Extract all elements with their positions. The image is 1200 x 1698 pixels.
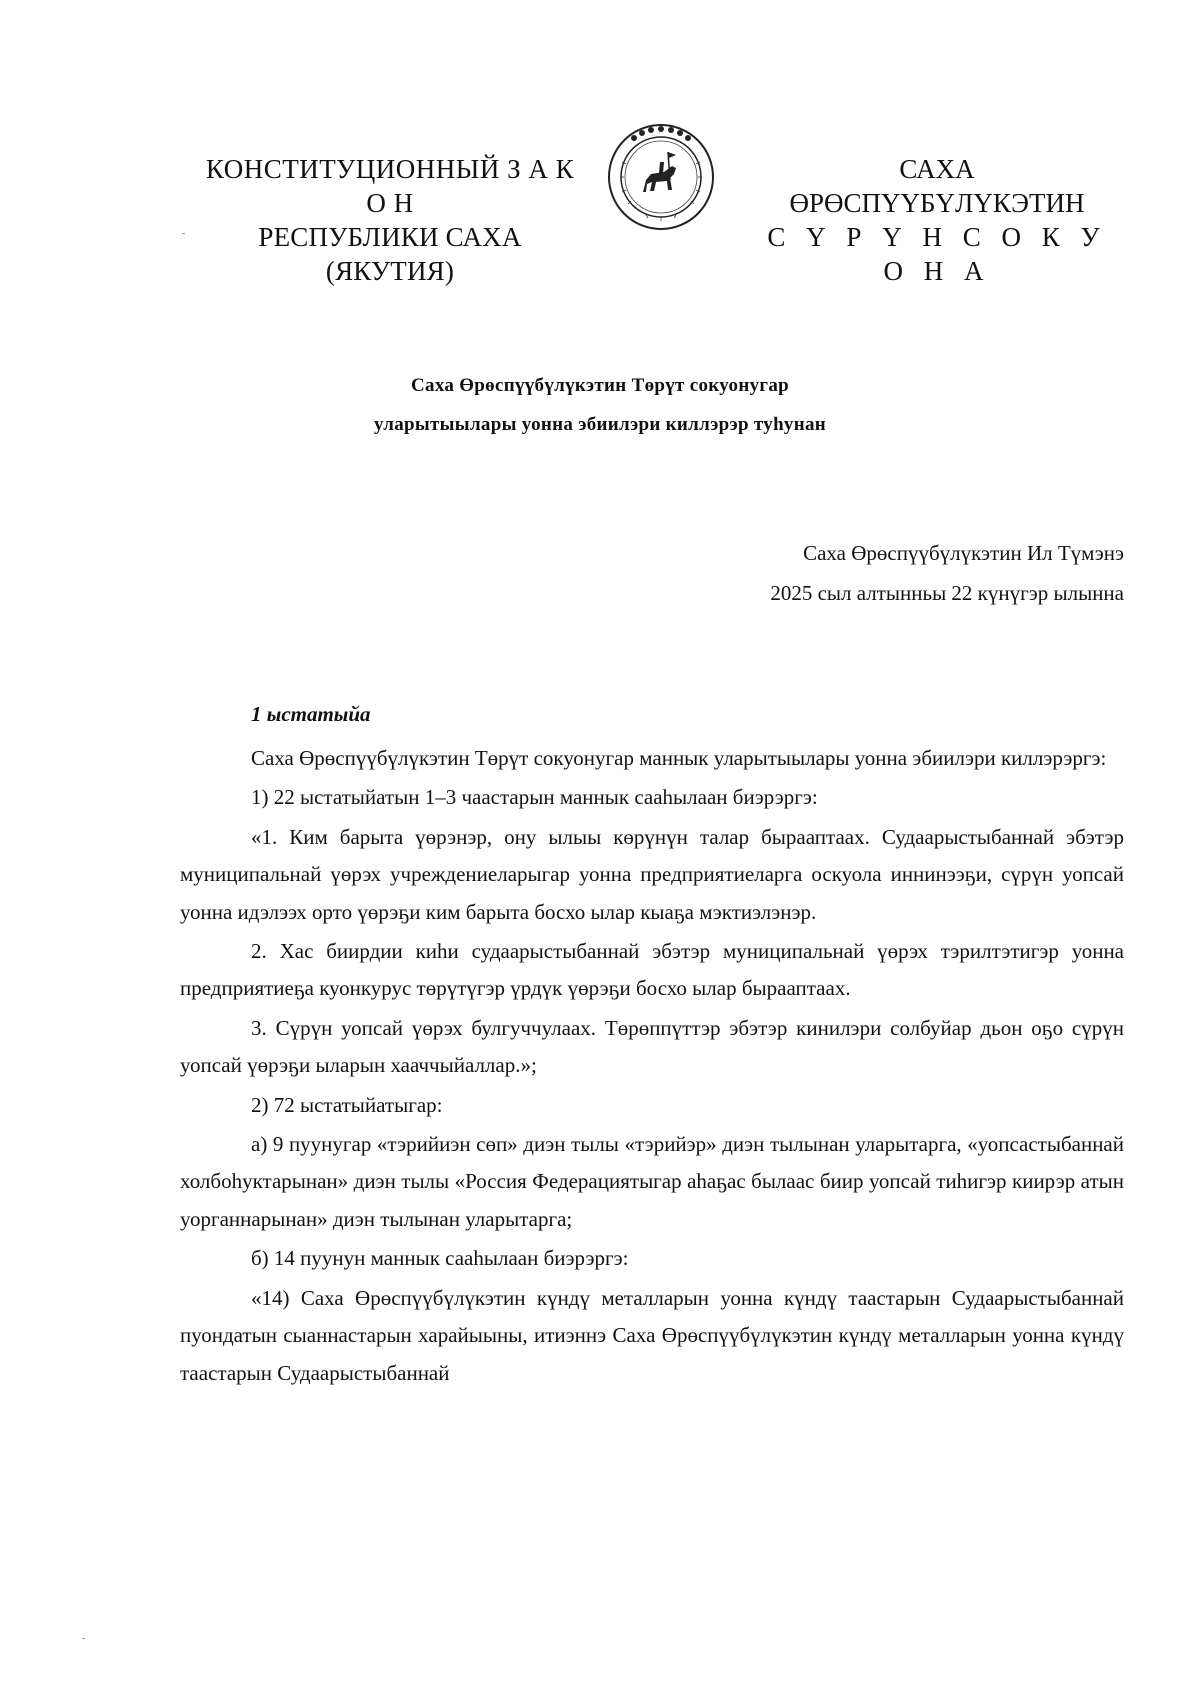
- adoption-date: 2025 сыл алтынньы 22 күнүгэр ылынна: [770, 581, 1124, 605]
- header-sakha-line1: САХА ӨРӨСПҮҮБҮЛҮКЭТИН: [789, 154, 1085, 218]
- article-heading: 1 ыстатыйа: [251, 702, 371, 726]
- header-sakha-line2: С Ү Р Ү Н С О К У О Н А: [767, 222, 1107, 286]
- paragraph: 2. Хас биирдии киһи судаарыстыбаннай эбэтэр муниципальнай үөрэх тэрилтэтигэр уонна предприятиеҕа куонкурус төрүтүгэр үрдүк үөрэҕи босхо ылар бырааптаах.: [180, 939, 1124, 1001]
- header-russian-line1: КОНСТИТУЦИОННЫЙ З А К О Н: [205, 154, 575, 218]
- paragraph: а) 9 пуунугар «тэрийиэн сөп» диэн тылы «тэрийэр» диэн тылынан уларытарга, «уопсастыбаннай холбоһуктарынан» диэн тылы «Россия Федерациятыгар аһаҕас былаас биир уопсай тиһигэр киирэр атын уорганнарынан» диэн тылынан уларытарга;: [180, 1132, 1124, 1231]
- paragraph: 3. Сүрүн уопсай үөрэх булгуччулаах. Төрөппүттэр эбэтэр кинилэри солбуйар дьон оҕо сүрүн уопсай үөрэҕи ыларын хааччыйаллар.»;: [180, 1015, 1124, 1078]
- sakha-coat-of-arms-icon: [606, 122, 716, 232]
- adoption-body: Саха Өрөспүүбүлүкэтин Ил Түмэнэ: [803, 541, 1124, 565]
- article-body: [180, 740, 1124, 1392]
- paragraph: «1. Ким барыта үөрэнэр, ону ылыы көрүнүн талар бырааптаах. Судаарыстыбаннай эбэтэр муниципальнай үөрэх учреждениеларыгар уонна предприятиеларга оскуола иннинээҕи, сүрүн уопсай уонна идэлээх орто үөрэҕи ким барыта босхо ылар кыаҕа мэктиэлэнэр.: [180, 824, 1124, 924]
- scan-speck: [82, 1638, 85, 1639]
- paragraph: «14) Саха Өрөспүүбүлүкэтин күндү металларын уонна күндү таастарын Судаарыстыбаннай пуондатын сыаннастарын харайыыны, итиэннэ Саха Өрөспүүбүлүкэтин күндү металларын уонна күндү таастарын Судаарыстыбаннай: [180, 1285, 1124, 1385]
- law-title-line1: Саха Өрөспүүбүлүкэтин Төрүт сокуонугар: [411, 375, 789, 396]
- paragraph: б) 14 пуунун маннык сааһылаан биэрэргэ:: [251, 1246, 629, 1271]
- header-sakha-title: [762, 152, 1112, 288]
- header-russian-title: [200, 152, 580, 288]
- paragraph: 1) 22 ыстатыйатын 1–3 чаастарын маннык сааһылаан биэрэргэ:: [251, 785, 818, 810]
- law-title-line2: уларытыылары уонна эбиилэри киллэрэр туһунан: [373, 414, 827, 435]
- paragraph: Саха Өрөспүүбүлүкэтин Төрүт сокуонугар маннык уларытыылары уонна эбиилэри киллэрэргэ:: [251, 746, 1107, 770]
- scan-speck: [182, 233, 185, 234]
- paragraph: 2) 72 ыстатыйатыгар:: [251, 1092, 443, 1117]
- adoption-block: [770, 533, 1124, 613]
- header-russian-line2: РЕСПУБЛИКИ САХА (ЯКУТИЯ): [258, 222, 522, 286]
